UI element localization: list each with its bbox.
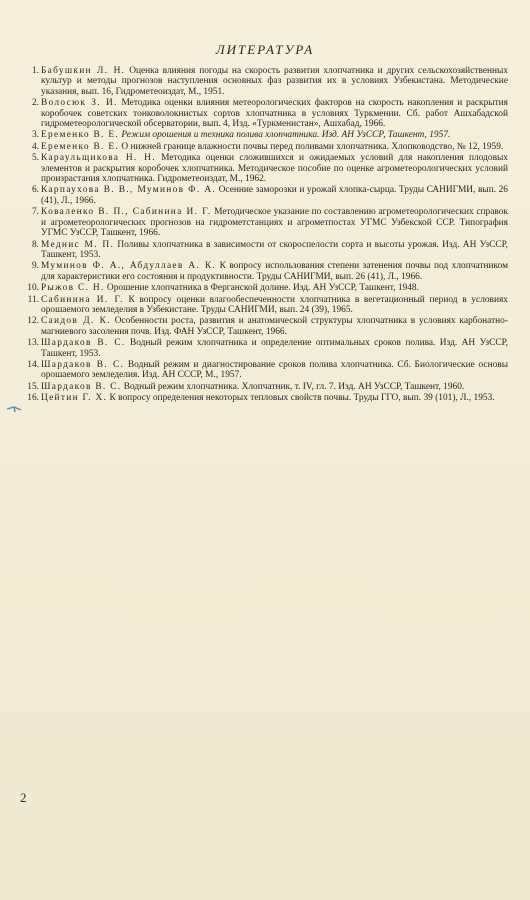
reference-text: Водный режим и диагностирование сроков полива хлопчатника. Сб. Биологические основы орошаемого земледелия. Изд. АН СССР, М., 1957. xyxy=(41,359,508,381)
reference-text: Методическое указание по составлению агрометеорологических справок и агрометеорологических прогнозов на гидрометстанциях и агрометпостах УГМС Узбекской ССР. Типография УГМС УзССР, Ташкент, 1966. xyxy=(41,207,508,239)
reference-author: Меднис М. П. xyxy=(41,239,115,250)
reference-text: К вопросу использования степени затенения почвы под хлопчатником для характеристики его состояния и продуктивности. Труды САНИГМИ, вып. 26 (41), Л., 1966. xyxy=(41,261,508,282)
reference-author: Рыжов С. Н. xyxy=(41,283,105,294)
reference-number: 16. xyxy=(27,393,39,404)
reference-text: Методика оценки сложившихся и ожидаемых условий для накопления плодовых элементов и раскрытия коробочек хлопчатника. Методическое пособие по оценке агрометеорологических условий произрастания хлопчатника. Гидрометеоиздат, М., 1962. xyxy=(41,153,508,185)
reference-author: Шардаков В. С. xyxy=(41,359,125,370)
reference-list xyxy=(26,66,508,405)
reference-item xyxy=(26,185,508,206)
reference-author: Волосюк З. И. xyxy=(41,98,118,109)
reference-item xyxy=(26,207,508,238)
reference-text: К вопросу оценки влагообеспеченности хлопчатника в вегетационный период в условиях орошаемого земледелия в Узбекистане. Труды САНИГМИ, вып. 24 (39), 1965. xyxy=(41,294,508,315)
reference-item xyxy=(26,382,508,392)
reference-item xyxy=(26,283,508,293)
reference-number: 7. xyxy=(31,207,39,218)
reference-text: Особенности роста, развития и анатомической структуры хлопчатника в условиях карбонатно-магниевого засоления почв. Изд. ФАН УзССР, Ташкент, 1966. xyxy=(41,316,508,337)
reference-item xyxy=(26,360,508,381)
reference-author: Саидов Д. К. xyxy=(41,316,111,327)
reference-author: Бабушкин Л. Н. xyxy=(41,66,126,76)
reference-text: Режим орошения и техника полива хлопчатника. Изд. АН УзССР, Ташкент, 1957. xyxy=(119,130,451,141)
reference-item xyxy=(26,153,508,184)
reference-item xyxy=(26,142,508,152)
reference-author: Караульщикова Н. Н. xyxy=(41,153,156,164)
reference-number: 5. xyxy=(31,153,39,164)
reference-text: О нижней границе влажности почвы перед поливами хлопчатника. Хлопководство, № 12, 1959. xyxy=(119,141,504,152)
reference-text: К вопросу определения некоторых тепловых свойств почвы. Труды ГГО, вып. 39 (101), Л., 1953. xyxy=(107,393,495,404)
reference-text: Орошение хлопчатника в Ферганской долине. Изд. АН УзССР, Ташкент, 1948. xyxy=(104,283,419,294)
reference-author: Цейтин Г. Х. xyxy=(41,393,108,404)
reference-item xyxy=(26,66,508,97)
reference-item xyxy=(26,261,508,282)
reference-number: 15. xyxy=(27,381,39,392)
reference-item xyxy=(26,98,508,129)
reference-text: Оценка влияния погоды на скорость развития хлопчатника и других сельскохозяйственных культур и методы прогнозов наступления основных фаз развития их в условиях Узбекистана. Методические указания, вып. 16, Гидрометеоиздат, М., 1951. xyxy=(41,66,509,97)
reference-item xyxy=(26,130,508,140)
reference-author: Еременко В. Е. xyxy=(41,141,120,152)
page-number: 2 xyxy=(20,790,27,805)
reference-item xyxy=(26,295,508,316)
reference-number: 3. xyxy=(31,130,39,141)
reference-number: 8. xyxy=(31,239,39,250)
reference-number: 13. xyxy=(27,338,39,349)
pencil-mark-icon xyxy=(6,404,24,413)
page-heading: ЛИТЕРАТУРА xyxy=(215,42,315,57)
reference-number: 4. xyxy=(31,141,39,152)
reference-author: Шардаков В. С. xyxy=(41,338,126,349)
reference-author: Сабинина И. Г. xyxy=(41,294,124,305)
reference-item xyxy=(26,316,508,337)
reference-number: 1. xyxy=(31,66,39,76)
reference-number: 12. xyxy=(27,316,39,327)
reference-author: Карпаухова В. В., Муминов Ф. А. xyxy=(41,185,217,196)
reference-number: 6. xyxy=(31,185,39,196)
reference-item xyxy=(26,240,508,261)
reference-number: 11. xyxy=(27,294,39,305)
reference-text: Поливы хлопчатника в зависимости от скороспелости сорта и высоты урожая. Изд. АН УзССР, Ташкент, 1953. xyxy=(41,239,508,260)
reference-number: 14. xyxy=(27,359,39,370)
reference-text: Водный режим хлопчатника. Хлопчатник, т. IV, гл. 7. Изд. АН УзССР, Ташкент, 1960. xyxy=(121,381,465,392)
reference-item xyxy=(26,393,508,403)
reference-number: 10. xyxy=(27,283,39,294)
reference-text: Водный режим хлопчатника и определение оптимальных сроков полива. Изд. АН УзССР, Ташкент, 1953. xyxy=(41,338,508,359)
reference-author: Еременко В. Е. xyxy=(41,130,120,141)
reference-number: 2. xyxy=(31,98,39,109)
reference-item xyxy=(26,338,508,359)
reference-text: Методика оценки влияния метеорологических факторов на скорость накопления и раскрытия коробочек советских тонковолокнистых сортов хлопчатника в условиях Туркмении. Сб. работ Ашхабадской гидрометеорологической обсерватории, вып. 4, Изд. «Туркменистан», Ашхабад, 1966. xyxy=(41,98,508,130)
reference-author: Шардаков В. С. xyxy=(41,381,122,392)
reference-number: 9. xyxy=(31,261,39,272)
reference-author: Муминов Ф. А., Абдуллаев А. К. xyxy=(41,261,217,272)
reference-author: Коваленко В. П., Сабинина И. Г. xyxy=(41,207,212,218)
reference-text: Осенние заморозки и урожай хлопка-сырца. Труды САНИГМИ, вып. 26 (41), Л., 1966. xyxy=(41,185,508,206)
